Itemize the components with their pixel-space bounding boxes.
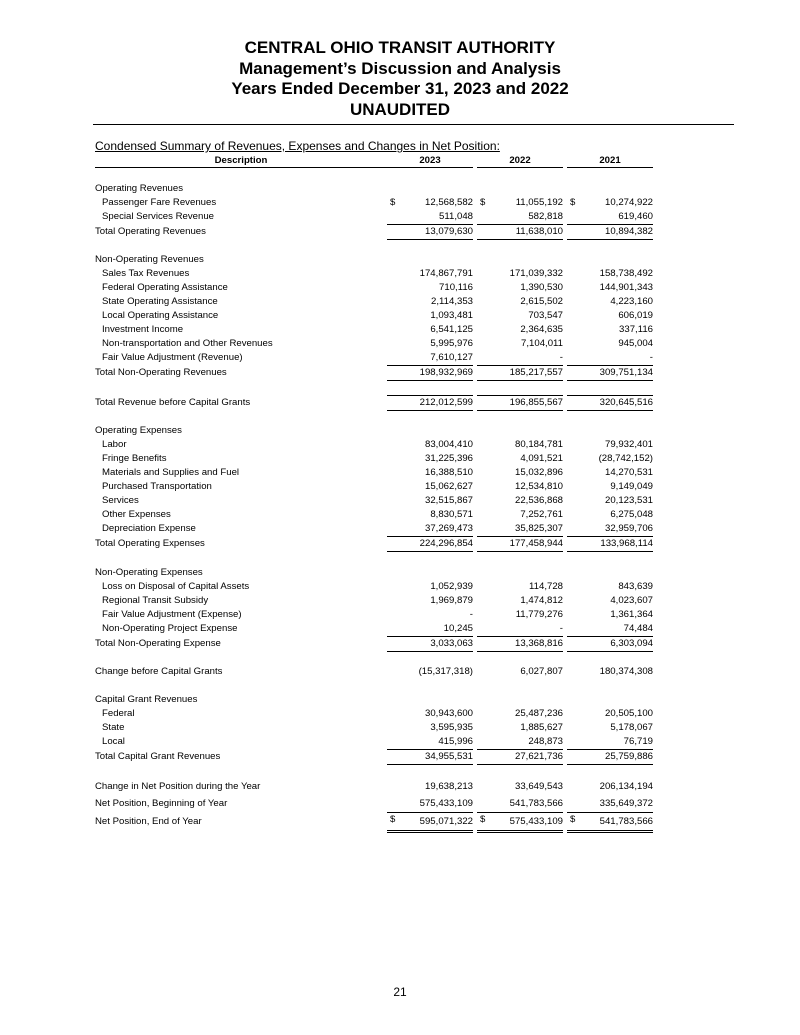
value-2021: 20,505,100 (604, 707, 653, 719)
row-label: State (102, 721, 125, 733)
page-number: 21 (393, 985, 407, 999)
row-label: Change before Capital Grants (95, 666, 223, 677)
financial-summary-table (95, 154, 653, 833)
currency-symbol: $ (570, 196, 576, 208)
value-2022: 35,825,307 (514, 523, 563, 534)
value-2021: 843,639 (618, 580, 653, 592)
operating-revenues-heading: Operating Revenues (95, 182, 183, 194)
value-2021: 320,645,516 (567, 395, 653, 410)
value-2023: $ 12,568,582 (390, 196, 473, 208)
value-2022: 171,039,332 (509, 268, 563, 279)
value-2023: 19,638,213 (424, 780, 473, 792)
table-row (95, 351, 653, 366)
value-2022: 177,458,944 (477, 537, 563, 552)
value-2023: 1,093,481 (430, 310, 473, 321)
value-2021: 606,019 (618, 310, 653, 321)
year-2023-column-header: 2023 (387, 154, 473, 168)
value-2021: 6,303,094 (567, 636, 653, 651)
row-label: State Operating Assistance (102, 296, 218, 307)
value-2022: 15,032,896 (514, 467, 563, 478)
row-label: Purchased Transportation (102, 481, 212, 492)
value-2021: 337,116 (619, 324, 653, 335)
currency-symbol: $ (570, 814, 576, 825)
row-label: Loss on Disposal of Capital Assets (102, 580, 250, 592)
value-2022: 25,487,236 (514, 707, 563, 719)
value-2021: 4,023,607 (610, 594, 653, 606)
row-label: Local (102, 735, 125, 747)
value-2023: $ 595,071,322 (387, 813, 473, 832)
value-2022: 582,818 (528, 210, 563, 222)
row-label: Net Position, Beginning of Year (95, 797, 228, 809)
value-2023: 174,867,791 (419, 268, 473, 279)
value-2022: 80,184,781 (514, 439, 563, 450)
value-2022: 13,368,816 (477, 636, 563, 651)
value-2022: 7,104,011 (521, 338, 563, 349)
table-row (95, 323, 653, 337)
row-label: Passenger Fare Revenues (102, 196, 217, 208)
value-2021: 133,968,114 (567, 537, 653, 552)
value-2023: 710,116 (439, 282, 473, 293)
value-2022: - (559, 352, 563, 363)
value-2022: 196,855,567 (477, 395, 563, 410)
currency-symbol: $ (390, 196, 396, 208)
value-2023: 2,114,353 (431, 296, 473, 307)
row-label: Special Services Revenue (102, 210, 214, 222)
value-2021: $ 10,274,922 (570, 196, 653, 208)
row-label: Fair Value Adjustment (Expense) (102, 608, 242, 620)
report-header (0, 38, 800, 120)
row-label: Regional Transit Subsidy (102, 594, 209, 606)
value-2023: 1,969,879 (430, 594, 473, 606)
value-2022: $ 11,055,192 (480, 196, 563, 208)
row-label: Total Revenue before Capital Grants (95, 396, 251, 408)
section-heading-row (95, 424, 653, 438)
table-row (95, 522, 653, 537)
value-2022: 703,547 (528, 310, 563, 321)
table-row (95, 480, 653, 494)
value-2021: (28,742,152) (598, 453, 653, 464)
value-2021: 4,223,160 (610, 296, 653, 307)
section-heading-row (95, 566, 653, 580)
value-2023: 83,004,410 (424, 439, 473, 450)
table-row (95, 721, 653, 735)
table-row (95, 494, 653, 508)
table-row (95, 508, 653, 522)
value-2021: 309,751,134 (567, 366, 653, 381)
net-position-end-row (95, 813, 653, 832)
value-2023: 15,062,627 (424, 481, 473, 492)
value-2023: 3,595,935 (430, 721, 473, 733)
value-2021: 1,361,364 (610, 608, 653, 620)
row-label: Net Position, End of Year (95, 816, 202, 827)
section-title: Condensed Summary of Revenues, Expenses and Changes in Net Position: (95, 139, 500, 153)
summary-row (95, 665, 653, 679)
row-label: Sales Tax Revenues (102, 268, 190, 279)
table-row (95, 196, 653, 210)
value-2022: 248,873 (528, 735, 563, 747)
value-2023: 415,996 (438, 735, 473, 747)
row-label: Total Operating Expenses (95, 538, 205, 549)
value-2023: 5,995,976 (430, 338, 473, 349)
value-2021: 180,374,308 (599, 666, 653, 677)
value-2021: 335,649,372 (599, 797, 653, 809)
table-row (95, 281, 653, 295)
value-2021: 144,901,343 (599, 282, 653, 293)
table-row (95, 210, 653, 225)
value-2021: 14,270,531 (604, 467, 653, 478)
row-label: Non-Operating Project Expense (102, 622, 238, 634)
value-2021: 32,959,706 (604, 523, 653, 534)
value-2022: 2,364,635 (520, 324, 563, 335)
value-2021: 9,149,049 (610, 481, 653, 492)
table-header-row (95, 154, 653, 168)
total-row (95, 537, 653, 552)
value-2023: (15,317,318) (418, 666, 473, 677)
value-2021: 20,123,531 (604, 495, 653, 506)
value-2022: 2,615,502 (520, 296, 563, 307)
value-2021: 10,894,382 (567, 224, 653, 239)
summary-row (95, 795, 653, 813)
table-row (95, 735, 653, 750)
value-2021: 619,460 (618, 210, 653, 222)
row-label: Non-transportation and Other Revenues (102, 338, 273, 349)
value-2023: 30,943,600 (424, 707, 473, 719)
value-2023: 13,079,630 (387, 224, 473, 239)
total-row (95, 749, 653, 764)
row-label: Materials and Supplies and Fuel (102, 467, 240, 478)
table-row (95, 580, 653, 594)
year-2022-column-header: 2022 (477, 154, 563, 168)
row-label: Fair Value Adjustment (Revenue) (102, 352, 243, 364)
audit-status: UNAUDITED (349, 99, 451, 119)
row-label: Other Expenses (102, 509, 171, 520)
non-operating-revenues-heading: Non-Operating Revenues (95, 254, 204, 265)
table-row (95, 466, 653, 480)
currency-symbol: $ (480, 814, 486, 825)
value-2023: 198,932,969 (387, 366, 473, 381)
value-2023: 212,012,599 (387, 395, 473, 410)
capital-grant-revenues-heading: Capital Grant Revenues (95, 693, 198, 705)
currency-symbol: $ (390, 814, 396, 825)
row-label: Federal Operating Assistance (102, 282, 228, 293)
value-2022: 6,027,807 (520, 666, 563, 677)
table-row (95, 267, 653, 281)
value-2022: 11,638,010 (477, 224, 563, 239)
value-2023: 3,033,063 (387, 636, 473, 651)
value-2023: - (469, 608, 473, 620)
value-2023: 511,048 (439, 210, 473, 222)
table-row (95, 608, 653, 622)
value-2023: 224,296,854 (387, 537, 473, 552)
table-row (95, 309, 653, 323)
value-2022: 114,728 (529, 580, 563, 592)
value-2021: 6,275,048 (610, 509, 653, 520)
value-2022: 1,390,530 (520, 282, 563, 293)
value-2022: 1,474,812 (520, 594, 563, 606)
value-2022: - (559, 622, 563, 634)
operating-expenses-heading: Operating Expenses (95, 425, 182, 436)
section-heading-row (95, 693, 653, 707)
year-2021-column-header: 2021 (567, 154, 653, 168)
value-2023: 16,388,510 (424, 467, 473, 478)
table-row (95, 452, 653, 466)
value-2022: 4,091,521 (520, 453, 563, 464)
row-label: Labor (102, 439, 127, 450)
table-row (95, 337, 653, 351)
row-label: Fringe Benefits (102, 453, 167, 464)
value-2022: 12,534,810 (514, 481, 563, 492)
total-row (95, 395, 653, 410)
value-2022: 7,252,761 (520, 509, 563, 520)
value-2021: 74,484 (623, 622, 653, 634)
value-2023: 6,541,125 (430, 324, 473, 335)
section-heading-row (95, 253, 653, 267)
total-row (95, 224, 653, 239)
value-2022: 27,621,736 (477, 749, 563, 764)
summary-row (95, 778, 653, 795)
row-label: Local Operating Assistance (102, 310, 219, 321)
value-2021: $ 541,783,566 (567, 813, 653, 832)
currency-symbol: $ (480, 196, 486, 208)
value-2022: 1,885,627 (520, 721, 563, 733)
value-2021: 206,134,194 (599, 780, 653, 792)
value-2021: 945,004 (618, 338, 653, 349)
total-row (95, 366, 653, 381)
value-2023: 34,955,531 (387, 749, 473, 764)
value-2022: 541,783,566 (509, 797, 563, 809)
value-2023: 575,433,109 (419, 797, 473, 809)
value-2021: - (649, 352, 653, 363)
table-row (95, 295, 653, 309)
report-period: Years Ended December 31, 2023 and 2022 (231, 79, 569, 98)
row-label: Total Non-Operating Expense (95, 637, 221, 649)
table-row (95, 707, 653, 721)
row-label: Total Non-Operating Revenues (95, 367, 227, 378)
value-2022: 185,217,557 (477, 366, 563, 381)
value-2021: 76,719 (623, 735, 653, 747)
value-2023: 31,225,396 (424, 453, 473, 464)
row-label: Investment Income (102, 324, 184, 335)
row-label: Services (102, 495, 139, 506)
row-label: Total Operating Revenues (95, 225, 206, 237)
value-2023: 10,245 (443, 622, 473, 634)
table-row (95, 438, 653, 452)
value-2023: 7,610,127 (430, 352, 473, 363)
non-operating-expenses-heading: Non-Operating Expenses (95, 566, 203, 578)
value-2023: 37,269,473 (424, 523, 473, 534)
header-divider (93, 124, 734, 125)
value-2023: 8,830,571 (430, 509, 473, 520)
value-2021: 79,932,401 (604, 439, 653, 450)
value-2023: 32,515,867 (424, 495, 473, 506)
total-row (95, 636, 653, 651)
value-2022: 33,649,543 (514, 780, 563, 792)
value-2021: 5,178,067 (610, 721, 653, 733)
table-row (95, 594, 653, 608)
row-label: Total Capital Grant Revenues (95, 750, 221, 762)
value-2022: 11,779,276 (515, 608, 563, 620)
table-row (95, 622, 653, 637)
value-2022: 22,536,868 (514, 495, 563, 506)
value-2021: 158,738,492 (599, 268, 653, 279)
organization-name: CENTRAL OHIO TRANSIT AUTHORITY (244, 38, 556, 57)
value-2023: 1,052,939 (430, 580, 473, 592)
section-heading-row (95, 182, 653, 196)
row-label: Change in Net Position during the Year (95, 780, 261, 792)
row-label: Federal (102, 707, 135, 719)
value-2022: $ 575,433,109 (477, 813, 563, 832)
description-column-header: Description (95, 154, 387, 168)
row-label: Depreciation Expense (102, 523, 196, 535)
value-2021: 25,759,886 (567, 749, 653, 764)
report-title: Management’s Discussion and Analysis (239, 58, 561, 78)
